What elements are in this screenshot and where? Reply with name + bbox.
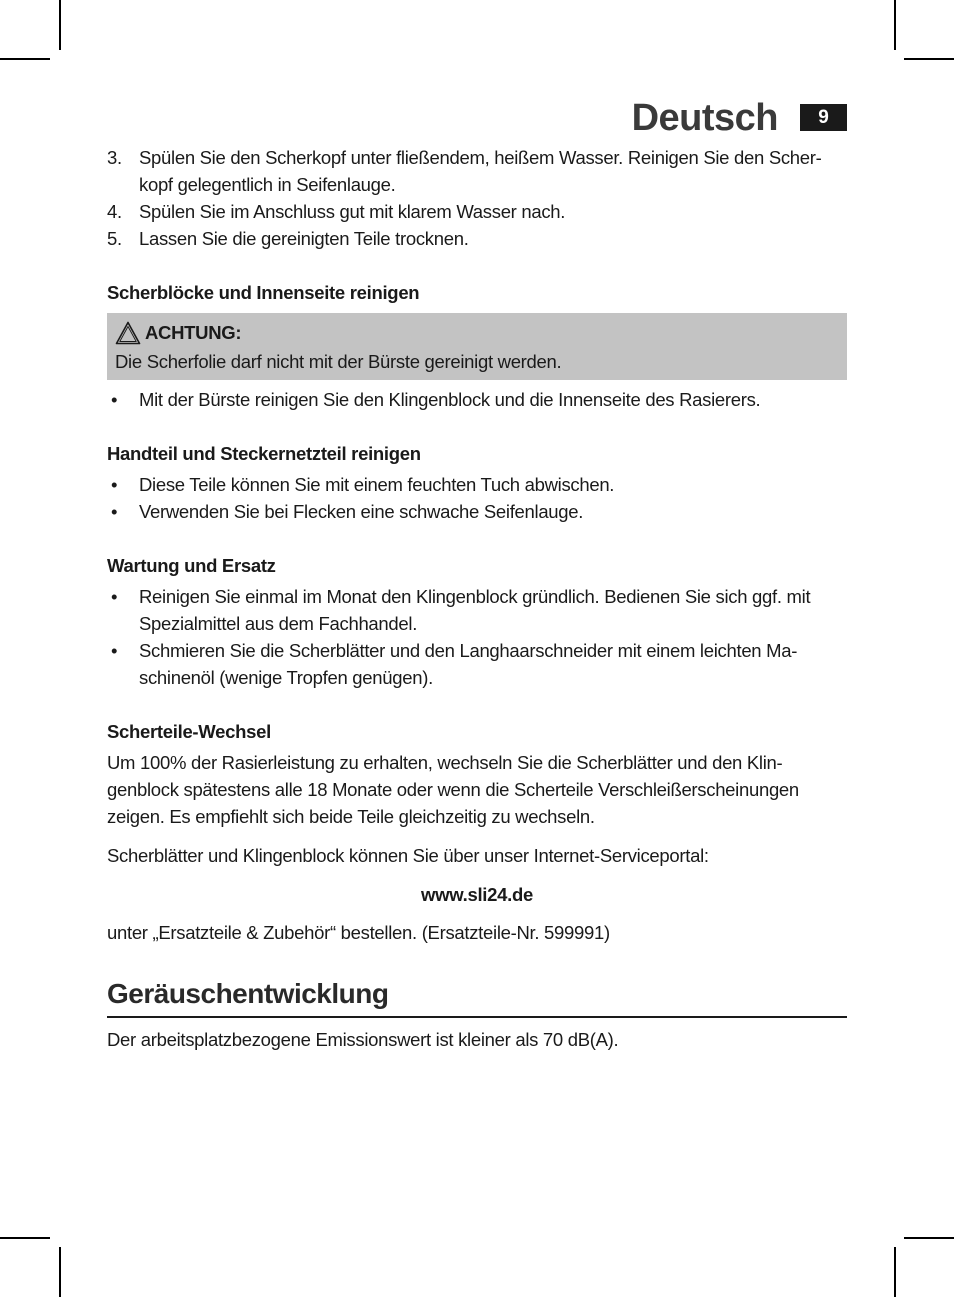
cleaning-steps-list	[107, 144, 847, 252]
bullet: •	[111, 474, 118, 495]
list-item: • Verwenden Sie bei Flecken eine schwache Seifenlauge.	[107, 498, 847, 525]
crop-mark	[0, 58, 50, 60]
heading-wartung: Wartung und Ersatz	[107, 555, 276, 576]
bullet: •	[111, 501, 118, 522]
serviceportal-paragraph: Scherblätter und Klingenblock können Sie über unser Internet-Serviceportal:	[107, 845, 709, 866]
heading-scherbloecke: Scherblöcke und Innenseite reinigen	[107, 282, 420, 303]
crop-mark	[904, 1237, 954, 1239]
list-item	[107, 144, 847, 198]
bullet: •	[111, 640, 118, 661]
list-item: • Reinigen Sie einmal im Monat den Klingenblock gründlich. Bedienen Sie sich ggf. mit Spezialmittel aus dem Fachhandel.	[107, 583, 847, 637]
handteil-bullets	[107, 471, 847, 525]
wartung-bullets	[107, 583, 847, 691]
page-language-title: Deutsch	[631, 97, 778, 139]
list-item: • Mit der Bürste reinigen Sie den Klingenblock und die Innenseite des Rasierers.	[107, 386, 847, 413]
step-number: 3.	[107, 147, 122, 168]
crop-mark	[0, 1237, 50, 1239]
step-text: Lassen Sie die gereinigten Teile trocknen.	[139, 228, 469, 249]
list-item	[107, 198, 847, 225]
step-text: Spülen Sie im Anschluss gut mit klarem Wasser nach.	[139, 201, 566, 222]
crop-mark	[904, 58, 954, 60]
crop-mark	[894, 1247, 896, 1297]
heading-wechsel: Scherteile-Wechsel	[107, 721, 271, 742]
step-text: Spülen Sie den Scherkopf unter fließendem, heißem Wasser. Reinigen Sie den Scher-kopf gelegentlich in Seifenlauge.	[139, 147, 822, 195]
step-number: 5.	[107, 228, 122, 249]
page-content	[107, 144, 847, 1053]
order-paragraph: unter „Ersatzteile & Zubehör“ bestellen. (Ersatzteile-Nr. 599991)	[107, 922, 610, 943]
warning-triangle-icon	[115, 321, 141, 345]
service-url-link[interactable]: www.sli24.de	[421, 884, 533, 905]
list-item: • Schmieren Sie die Scherblätter und den Langhaarschneider mit einem leichten Ma-schinenöl (wenige Tropfen genügen).	[107, 637, 847, 691]
crop-mark	[59, 0, 61, 50]
crop-mark	[894, 0, 896, 50]
step-number: 4.	[107, 201, 122, 222]
list-item	[107, 225, 847, 252]
list-item: • Diese Teile können Sie mit einem feuchten Tuch abwischen.	[107, 471, 847, 498]
warning-label: ACHTUNG:	[145, 322, 242, 343]
warning-box	[107, 313, 847, 380]
wechsel-paragraph: Um 100% der Rasierleistung zu erhalten, wechseln Sie die Scherblätter und den Klin-genblock spätestens alle 18 Monate oder wenn die Scherteile Verschleißerscheinungen zeigen. Es empfiehlt sich beide Teile gleichzeitig zu wechseln.	[107, 752, 799, 827]
scherbloecke-bullets	[107, 386, 847, 413]
bullet: •	[111, 586, 118, 607]
warning-text: Die Scherfolie darf nicht mit der Bürste gereinigt werden.	[115, 351, 562, 372]
heading-handteil: Handteil und Steckernetzteil reinigen	[107, 443, 421, 464]
bullet: •	[111, 389, 118, 410]
noise-paragraph: Der arbeitsplatzbezogene Emissionswert ist kleiner als 70 dB(A).	[107, 1029, 619, 1050]
section-title-geraeusch: Geräuschentwicklung	[107, 976, 847, 1018]
crop-mark	[59, 1247, 61, 1297]
page-number-badge: 9	[800, 104, 847, 131]
